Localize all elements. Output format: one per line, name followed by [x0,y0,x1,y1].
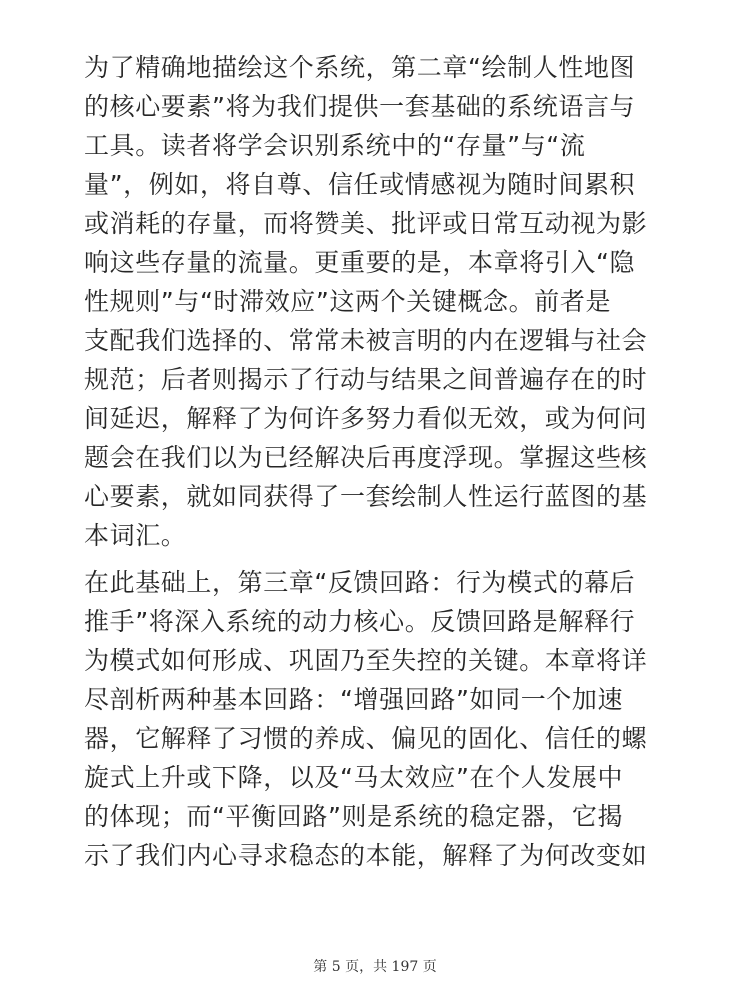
text-line: 为了精确地描绘这个系统，第二章“绘制人性地图 [84,53,636,82]
body-text [84,48,674,875]
text-line: 推手”将深入系统的动力核心。反馈回路是解释行 [84,607,636,636]
text-line: 器，它解释了习惯的养成、偏见的固化、信任的螺 [84,724,648,753]
text-line: 在此基础上，第三章“反馈回路：行为模式的幕后 [84,568,636,597]
paragraph-1 [84,48,674,555]
text-line: 间延迟，解释了为何许多努力看似无效，或为何问 [84,404,648,433]
text-line: 响这些存量的流量。更重要的是，本章将引入“隐 [84,248,636,277]
text-line: 为模式如何形成、巩固乃至失控的关键。本章将详 [84,646,648,675]
paragraph-2 [84,563,674,875]
text-line: 工具。读者将学会识别系统中的“存量”与“流 [84,131,586,160]
text-line: 本词汇。 [84,521,187,550]
text-line: 量”，例如，将自尊、信任或情感视为随时间累积 [84,170,636,199]
text-line: 旋式上升或下降，以及“马太效应”在个人发展中 [84,763,624,792]
text-line: 支配我们选择的、常常未被言明的内在逻辑与社会 [84,326,648,355]
text-line: 规范；后者则揭示了行动与结果之间普遍存在的时 [84,365,648,394]
text-line: 的体现；而“平衡回路”则是系统的稳定器，它揭 [84,802,624,831]
text-line: 性规则”与“时滞效应”这两个关键概念。前者是 [84,287,612,316]
text-line: 心要素，就如同获得了一套绘制人性运行蓝图的基 [84,482,648,511]
page-number-footer: 第 5 页，共 197 页 [313,959,437,975]
text-line: 或消耗的存量，而将赞美、批评或日常互动视为影 [84,209,648,238]
text-line: 的核心要素”将为我们提供一套基础的系统语言与 [84,92,636,121]
text-line: 示了我们内心寻求稳态的本能，解释了为何改变如 [84,841,648,870]
text-line: 题会在我们以为已经解决后再度浮现。掌握这些核 [84,443,648,472]
text-line: 尽剖析两种基本回路：“增强回路”如同一个加速 [84,685,624,714]
